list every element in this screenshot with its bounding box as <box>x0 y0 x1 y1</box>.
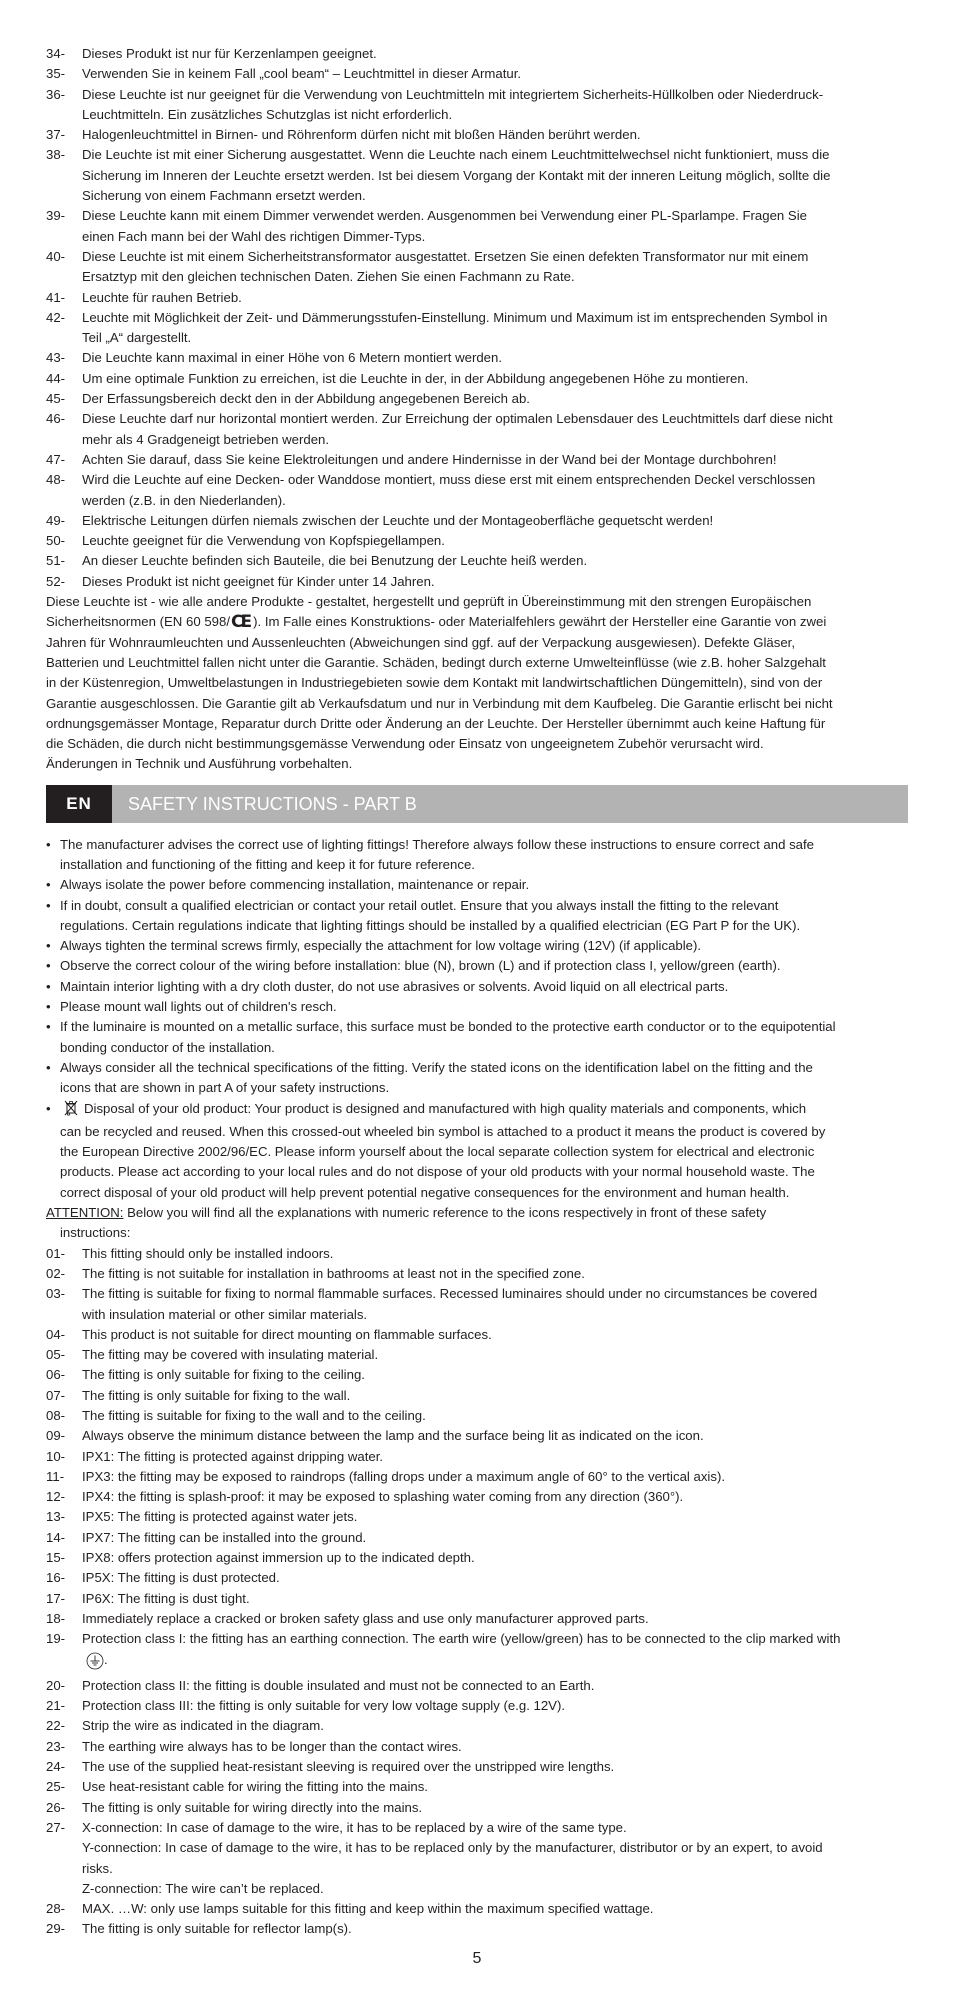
item-text-line: The fitting is suitable for fixing to the wall and to the ceiling. <box>82 1408 426 1423</box>
list-item <box>46 1899 908 1919</box>
item-text-line: IPX1: The fitting is protected against dripping water. <box>82 1448 384 1464</box>
attention-note <box>46 1203 908 1244</box>
item-text-line: X-connection: In case of damage to the wire, it has to be replaced by a wire of the same type. <box>82 1819 627 1835</box>
bullet-text <box>60 896 908 937</box>
item-text <box>82 1264 908 1284</box>
list-item <box>46 572 908 592</box>
item-number: 52- <box>46 573 66 589</box>
bullet-text <box>60 875 908 895</box>
item-text-line: with insulation material or other similar materials. <box>82 1306 368 1322</box>
list-item <box>46 450 908 470</box>
list-item <box>46 1716 908 1736</box>
item-text-line: werden (z.B. in den Niederlanden). <box>82 492 286 508</box>
item-number: 41- <box>46 289 66 305</box>
item-number: 19- <box>46 1631 66 1647</box>
item-text-line: Diese Leuchte darf nur horizontal montiert werden. Zur Erreichung der optimalen Lebensdauer des Leuchtmittels darf diese nicht <box>82 411 833 427</box>
english-icon-list-continued <box>46 1676 908 1940</box>
item-text-line: Protection class II: the fitting is double insulated and must not be connected to an Earth. <box>82 1677 595 1693</box>
warranty-line: die Schäden, die durch nicht bestimmungsgemässe Verwendung oder Einsatz von ungeeignetem Zubehör verursacht wird. <box>46 736 764 752</box>
item-text-line: Der Erfassungsbereich deckt den in der Abbildung angegebenen Bereich ab. <box>82 391 530 407</box>
item-text-line: Leuchte geeignet für die Verwendung von Kopfspiegellampen. <box>82 533 445 549</box>
list-item <box>46 145 908 206</box>
warranty-line: ordnungsgemässer Montage, Reparatur durch Dritte oder Änderung an der Leuchte. Der Hersteller übernimmt auch keine Haftung für <box>46 715 826 731</box>
item-text-line: The fitting may be covered with insulating material. <box>82 1347 379 1363</box>
warranty-line: in der Küstenregion, Umweltbelastungen in Industriegebieten sowie dem Kontakt mit landwirtschaftlichen Düngemitteln), sind von der <box>46 675 823 691</box>
ce-mark-icon: CE <box>231 612 250 633</box>
item-number: 45- <box>46 391 66 407</box>
item-text-line: The use of the supplied heat-resistant sleeving is required over the unstripped wire lengths. <box>82 1759 615 1775</box>
item-number: 24- <box>46 1759 66 1775</box>
warranty-line: Batterien und Leuchtmittel fallen nicht unter die Garantie. Schäden, bedingt durch externe Umwelteinflüsse (wie z.B. hoher Salzgehalt <box>46 654 826 670</box>
item-text-line: Protection class III: the fitting is only suitable for very low voltage supply (e.g. 12V). <box>82 1698 566 1714</box>
list-item <box>46 125 908 145</box>
item-text <box>82 1467 908 1487</box>
item-number: 35- <box>46 66 66 82</box>
item-number: 13- <box>46 1509 66 1525</box>
bullet-text-line: Always isolate the power before commencing installation, maintenance or repair. <box>60 877 530 893</box>
list-item <box>46 1386 908 1406</box>
bullet-text-line: Always tighten the terminal screws firmly, especially the attachment for low voltage wiring (12V) (if applicable). <box>60 938 702 954</box>
item-text-line: IPX8: offers protection against immersion up to the indicated depth. <box>82 1550 475 1566</box>
item-number: 15- <box>46 1550 66 1566</box>
item-number: 05- <box>46 1347 66 1363</box>
bullet-dot: • <box>46 1019 51 1035</box>
list-item <box>46 551 908 571</box>
item-text <box>82 125 908 145</box>
list-item <box>46 1487 908 1507</box>
item-text-line: Halogenleuchtmittel in Birnen- und Röhrenform dürfen nicht mit bloßen Händen berührt werden. <box>82 127 641 143</box>
bullet-text <box>60 1017 908 1058</box>
disposal-line: products. Please act according to your local rules and do not dispose of your old products with your normal household waste. The <box>60 1164 815 1180</box>
item-number: 25- <box>46 1779 66 1795</box>
bullet-dot: • <box>46 978 51 994</box>
item-text <box>82 1345 908 1365</box>
bullet-item <box>46 875 908 895</box>
list-item <box>46 85 908 126</box>
item-number: 14- <box>46 1529 66 1545</box>
list-item <box>46 1528 908 1548</box>
attention-text-1: Below you will find all the explanations with numeric reference to the icons respectively in front of these safety <box>123 1205 767 1221</box>
item-text-line: IP5X: The fitting is dust protected. <box>82 1570 280 1586</box>
manual-page <box>46 44 908 1940</box>
item-number: 39- <box>46 208 66 224</box>
item-text-line: Die Leuchte ist mit einer Sicherung ausgestattet. Wenn die Leuchte nach einem Leuchtmittelwechsel nicht funktioniert, muss die <box>82 147 830 163</box>
bullet-item <box>46 835 908 876</box>
item-text-line: MAX. …W: only use lamps suitable for this fitting and keep within the maximum specified wattage. <box>82 1901 654 1917</box>
item-text: Protection class I: the fitting has an earthing connection. The earth wire (yellow/green) has to be connected to the clip marked with <box>82 1631 841 1647</box>
item-text-line: Leuchtmitteln. Ein zusätzliches Schutzglas ist nicht erforderlich. <box>82 106 453 122</box>
item-text <box>82 1798 908 1818</box>
bullet-text <box>60 956 908 976</box>
item-text <box>82 1244 908 1264</box>
item-text-line: Diese Leuchte ist nur geeignet für die Verwendung von Leuchtmitteln mit integriertem Sicherheits-Hüllkolben oder Niederdruck- <box>82 86 824 102</box>
warranty-rest <box>46 633 908 775</box>
item-text-line: The fitting is not suitable for installation in bathrooms at least not in the specified zone. <box>82 1265 585 1281</box>
item-text-line: Dieses Produkt ist nur für Kerzenlampen geeignet. <box>82 46 377 61</box>
item-text-line: The fitting is suitable for fixing to normal flammable surfaces. Recessed luminaires should under no circumstances be covered <box>82 1286 818 1302</box>
item-number: 47- <box>46 451 66 467</box>
item-text-line: Leuchte mit Möglichkeit der Zeit- und Dämmerungsstufen-Einstellung. Minimum und Maximum ist im entsprechenden Symbol in <box>82 309 828 325</box>
bullet-text-line: icons that are shown in part A of your safety instructions. <box>60 1080 390 1096</box>
bullet-item <box>46 936 908 956</box>
bullet-item <box>46 1058 908 1099</box>
item-text-line: IP6X: The fitting is dust tight. <box>82 1590 250 1606</box>
german-instructions-list <box>46 44 908 592</box>
item-number: 42- <box>46 309 66 325</box>
item-text <box>82 1589 908 1609</box>
item-text <box>82 409 908 450</box>
item-text <box>82 369 908 389</box>
item-number: 06- <box>46 1367 66 1383</box>
list-item <box>46 44 908 64</box>
section-title: SAFETY INSTRUCTIONS - PART B <box>128 793 417 814</box>
item-text <box>82 1548 908 1568</box>
item-number: 11- <box>46 1468 65 1484</box>
item-number: 20- <box>46 1677 66 1693</box>
item-text <box>82 1919 908 1939</box>
item-number: 23- <box>46 1738 66 1754</box>
item-text-line: Elektrische Leitungen dürfen niemals zwischen der Leuchte und der Montageoberfläche gequetscht werden! <box>82 512 714 528</box>
item-number: 44- <box>46 370 66 386</box>
item-number: 16- <box>46 1570 66 1586</box>
item-text <box>82 1757 908 1777</box>
item-text <box>82 1325 908 1345</box>
item-text <box>82 1406 908 1426</box>
item-text <box>82 1426 908 1446</box>
list-item <box>46 1696 908 1716</box>
item-number: 43- <box>46 350 66 366</box>
list-item <box>46 511 908 531</box>
item-number: 12- <box>46 1489 66 1505</box>
bullet-dot: • <box>46 999 51 1015</box>
item-text-line: Teil „A“ dargestellt. <box>82 330 192 346</box>
item-number: 04- <box>46 1326 66 1342</box>
item-number: 03- <box>46 1286 66 1302</box>
item-text <box>82 1284 908 1325</box>
disposal-line: can be recycled and reused. When this crossed-out wheeled bin symbol is attached to a product it means the product is covered by <box>60 1123 826 1139</box>
bullet-text-line: regulations. Certain regulations indicate that lighting fittings should be installed by a qualified electrician (EG Part P for the UK). <box>60 917 801 933</box>
item-number: 50- <box>46 533 66 549</box>
bullet-dot: • <box>46 1059 51 1075</box>
item-number: 18- <box>46 1610 66 1626</box>
item-text <box>82 1447 908 1467</box>
item-text <box>82 389 908 409</box>
item-text-line: An dieser Leuchte befinden sich Bauteile, die bei Benutzung der Leuchte heiß werden. <box>82 553 588 569</box>
item-number: 26- <box>46 1799 66 1815</box>
bullet-dot: • <box>46 877 51 893</box>
bullet-text-line: Please mount wall lights out of children's resch. <box>60 999 337 1015</box>
list-item <box>46 1777 908 1797</box>
list-item <box>46 64 908 84</box>
item-text <box>82 1777 908 1797</box>
list-item <box>46 1919 908 1939</box>
attention-label: ATTENTION: <box>46 1205 124 1221</box>
item-text <box>82 348 908 368</box>
item-number: 22- <box>46 1718 66 1734</box>
bullet-text-line: Observe the correct colour of the wiring before installation: blue (N), brown (L) and if protection class I, yellow/green (earth). <box>60 958 781 974</box>
bullet-text-line: If the luminaire is mounted on a metallic surface, this surface must be bonded to the protective earth conductor or to the equipotential <box>60 1019 836 1035</box>
item-text-end: . <box>104 1651 108 1667</box>
item-number: 07- <box>46 1387 66 1403</box>
list-item <box>46 1426 908 1446</box>
item-text-line: IPX4: the fitting is splash-proof: it may be exposed to splashing water coming from any direction (360°). <box>82 1489 684 1505</box>
bullet-text-line: If in doubt, consult a qualified electrician or contact your retail outlet. Ensure that you always install the fitting to the relevant <box>60 897 779 913</box>
item-text-line: einen Fach mann bei der Wahl des richtigen Dimmer-Typs. <box>82 228 426 244</box>
item-text <box>82 44 908 64</box>
item-text <box>82 1507 908 1527</box>
list-item <box>46 1548 908 1568</box>
list-item <box>46 1244 908 1264</box>
item-text <box>82 531 908 551</box>
page-number: 5 <box>472 1950 482 1967</box>
list-item <box>46 1447 908 1467</box>
bullet-text-line: Always consider all the technical specifications of the fitting. Verify the stated icons on the identification label on the fitting and the <box>60 1059 813 1075</box>
item-text <box>82 551 908 571</box>
item-text <box>82 511 908 531</box>
item-text-line: Achten Sie darauf, dass Sie keine Elektroleitungen und andere Hindernisse in der Wand bei der Montage durchbohren! <box>82 451 777 467</box>
item-number: 10- <box>46 1448 66 1464</box>
item-text-line: Diese Leuchte ist mit einem Sicherheitstransformator ausgestattet. Ersetzen Sie einen defekten Transformator nur mit einem <box>82 248 809 264</box>
bullet-dot: • <box>46 1100 51 1116</box>
item-text-line: Leuchte für rauhen Betrieb. <box>82 289 242 305</box>
list-item <box>46 1737 908 1757</box>
list-item <box>46 1284 908 1325</box>
item-text <box>82 1365 908 1385</box>
bullet-item <box>46 956 908 976</box>
list-item <box>46 1757 908 1777</box>
item-number: 08- <box>46 1408 66 1423</box>
item-text <box>82 1737 908 1757</box>
bullet-item <box>46 977 908 997</box>
list-item <box>46 389 908 409</box>
list-item <box>46 1365 908 1385</box>
list-item <box>46 1345 908 1365</box>
item-text <box>82 1609 908 1629</box>
item-text-line: Um eine optimale Funktion zu erreichen, ist die Leuchte in der, in der Abbildung angegebenen Höhe zu montieren. <box>82 370 749 386</box>
list-item <box>46 1325 908 1345</box>
disposal-line: the European Directive 2002/96/EC. Please inform yourself about the local separate collection system for electrical and electronic <box>60 1144 815 1160</box>
list-item <box>46 1589 908 1609</box>
item-text <box>82 572 908 592</box>
list-item <box>46 1609 908 1629</box>
item-text <box>82 1899 908 1919</box>
section-header <box>46 785 908 823</box>
item-text-line: This product is not suitable for direct mounting on flammable surfaces. <box>82 1326 492 1342</box>
item-number: 29- <box>46 1921 66 1937</box>
item-text-line: Wird die Leuchte auf eine Decken- oder Wanddose montiert, muss diese erst mit einem entsprechenden Deckel verschlossen <box>82 472 816 488</box>
item-text-line: IPX7: The fitting can be installed into the ground. <box>82 1529 367 1545</box>
list-item <box>46 1507 908 1527</box>
list-item <box>46 288 908 308</box>
item-text <box>82 470 908 511</box>
list-item <box>46 1568 908 1588</box>
item-text <box>82 1386 908 1406</box>
warranty-line: Änderungen in Technik und Ausführung vorbehalten. <box>46 756 353 772</box>
list-item <box>46 531 908 551</box>
bullet-text <box>60 1058 908 1099</box>
item-number: 34- <box>46 46 66 61</box>
item-text <box>82 1487 908 1507</box>
attention-text-2: instructions: <box>60 1225 131 1241</box>
disposal-line: correct disposal of your old product will help prevent potential negative consequences for the environment and human health. <box>60 1184 790 1200</box>
item-text <box>82 1568 908 1588</box>
item-number: 36- <box>46 86 66 102</box>
item-number: 21- <box>46 1698 66 1714</box>
bullet-text-line: installation and functioning of the fitting and keep it for future reference. <box>60 856 475 872</box>
item-text-line: Use heat-resistant cable for wiring the fitting into the mains. <box>82 1779 428 1795</box>
item-text-line: Die Leuchte kann maximal in einer Höhe von 6 Metern montiert werden. <box>82 350 503 366</box>
item-text <box>82 206 908 247</box>
list-item <box>46 470 908 511</box>
item-text <box>82 64 908 84</box>
item-text-line: risks. <box>82 1860 113 1876</box>
item-19 <box>46 1629 908 1676</box>
warranty-line-1: Diese Leuchte ist - wie alle andere Produkte - gestaltet, hergestellt und geprüft in Übereinstimmung mit den strengen Europäischen <box>46 594 812 610</box>
item-text <box>82 288 908 308</box>
english-icon-list <box>46 1244 908 1630</box>
bullet-dot: • <box>46 958 51 974</box>
bullet-text-line: The manufacturer advises the correct use of lighting fittings! Therefore always follow these instructions to ensure correct and safe <box>60 836 815 852</box>
item-text-line: Y-connection: In case of damage to the wire, it has to be replaced only by the manufacturer, distributor or by an expert, to avoid <box>82 1840 823 1856</box>
item-text-line: Verwenden Sie in keinem Fall „cool beam“ – Leuchtmittel in dieser Armatur. <box>82 66 522 82</box>
item-text-line: Dieses Produkt ist nicht geeignet für Kinder unter 14 Jahren. <box>82 573 435 589</box>
disposal-rest <box>60 1122 908 1203</box>
item-text <box>82 85 908 126</box>
warranty-line: Jahren für Wohnraumleuchten und Aussenleuchten (Abweichungen sind ggf. auf der Verpackung ausgewiesen). Defekte Gläser, <box>46 634 795 650</box>
list-item <box>46 1818 908 1899</box>
bullet-dot: • <box>46 938 51 954</box>
item-text-line: IPX5: The fitting is protected against water jets. <box>82 1509 358 1525</box>
item-text-line: The fitting is only suitable for fixing to the ceiling. <box>82 1367 365 1383</box>
list-item <box>46 1406 908 1426</box>
item-text-line: Strip the wire as indicated in the diagram. <box>82 1718 324 1734</box>
bullet-item <box>46 997 908 1017</box>
item-number: 27- <box>46 1819 66 1835</box>
disposal-bullet <box>46 1099 908 1203</box>
item-text <box>82 1528 908 1548</box>
item-text-line: The fitting is only suitable for fixing to the wall. <box>82 1387 351 1403</box>
warranty-line-2b: ). Im Falle eines Konstruktions- oder Materialfehlers gewährt der Hersteller eine Garantie von zwei <box>253 614 827 630</box>
item-number: 38- <box>46 147 66 163</box>
item-number: 40- <box>46 248 66 264</box>
item-number: 09- <box>46 1428 66 1444</box>
item-text-line: Sicherung im Inneren der Leuchte ersetzt werden. Ist bei diesem Vorgang der Kontakt mit der inneren Leitung möglich, sollte die <box>82 167 831 183</box>
bullet-text <box>60 936 908 956</box>
item-text <box>82 1716 908 1736</box>
list-item <box>46 348 908 368</box>
bullet-text-line: bonding conductor of the installation. <box>60 1039 275 1055</box>
item-text <box>82 145 908 206</box>
safety-bullet-list <box>46 835 908 1099</box>
item-number: 48- <box>46 472 66 488</box>
item-text-line: The earthing wire always has to be longer than the contact wires. <box>82 1738 462 1754</box>
list-item <box>46 409 908 450</box>
item-text-line: Z-connection: The wire can’t be replaced. <box>82 1880 324 1896</box>
bullet-text <box>60 997 908 1017</box>
item-text <box>82 1818 908 1899</box>
crossed-out-bin-icon <box>64 1100 78 1122</box>
warranty-line-2a: Sicherheitsnormen (EN 60 598/ <box>46 614 230 630</box>
bullet-item <box>46 1017 908 1058</box>
language-badge: EN <box>46 785 112 823</box>
earth-symbol-icon <box>86 1652 104 1676</box>
item-number: 51- <box>46 553 66 569</box>
bullet-item <box>46 896 908 937</box>
item-text-line: Always observe the minimum distance between the lamp and the surface being lit as indicated on the icon. <box>82 1428 704 1444</box>
item-text-line: Diese Leuchte kann mit einem Dimmer verwendet werden. Ausgenommen bei Verwendung einer PL-Sparlampe. Fragen Sie <box>82 208 807 224</box>
item-text <box>82 450 908 470</box>
item-text <box>82 247 908 288</box>
list-item <box>46 247 908 288</box>
item-text <box>82 1696 908 1716</box>
item-number: 01- <box>46 1245 66 1261</box>
item-number: 28- <box>46 1901 66 1917</box>
item-text <box>82 1676 908 1696</box>
bullet-text <box>60 835 908 876</box>
item-number: 37- <box>46 127 66 143</box>
item-text-line: mehr als 4 Gradgeneigt betrieben werden. <box>82 431 330 447</box>
list-item <box>46 1676 908 1696</box>
list-item <box>46 1798 908 1818</box>
bullet-text-line: Maintain interior lighting with a dry cloth duster, do not use abrasives or solvents. Avoid liquid on all electrical parts. <box>60 978 729 994</box>
disposal-line-1: Disposal of your old product: Your product is designed and manufactured with high quality materials and components, which <box>84 1100 807 1116</box>
item-text-line: Immediately replace a cracked or broken safety glass and use only manufacturer approved parts. <box>82 1610 649 1626</box>
bullet-dot: • <box>46 836 51 852</box>
item-text-line: Ersatztyp mit den gleichen technischen Daten. Ziehen Sie einen Fachmann zu Rate. <box>82 269 575 285</box>
list-item <box>46 1467 908 1487</box>
list-item <box>46 308 908 349</box>
item-text-line: IPX3: the fitting may be exposed to raindrops (falling drops under a maximum angle of 60° to the vertical axis). <box>82 1468 726 1484</box>
list-item <box>46 1264 908 1284</box>
item-number: 46- <box>46 411 66 427</box>
bullet-text <box>60 977 908 997</box>
item-number: 49- <box>46 512 66 528</box>
list-item <box>46 206 908 247</box>
german-warranty-paragraph <box>46 592 908 775</box>
item-text <box>82 308 908 349</box>
bullet-dot: • <box>46 897 51 913</box>
item-number: 17- <box>46 1590 66 1606</box>
item-text-line: Sicherung von einem Fachmann ersetzt werden. <box>82 188 366 204</box>
item-text-line: This fitting should only be installed indoors. <box>82 1245 334 1261</box>
item-text-line: The fitting is only suitable for wiring directly into the mains. <box>82 1799 423 1815</box>
item-number: 02- <box>46 1265 66 1281</box>
list-item <box>46 369 908 389</box>
item-text-line: The fitting is only suitable for reflector lamp(s). <box>82 1921 352 1937</box>
warranty-line: Garantie ausgeschlossen. Die Garantie gilt ab Verkaufsdatum und nur in Verbindung mit dem Kaufbeleg. Die Garantie erlischt bei nicht <box>46 695 833 711</box>
